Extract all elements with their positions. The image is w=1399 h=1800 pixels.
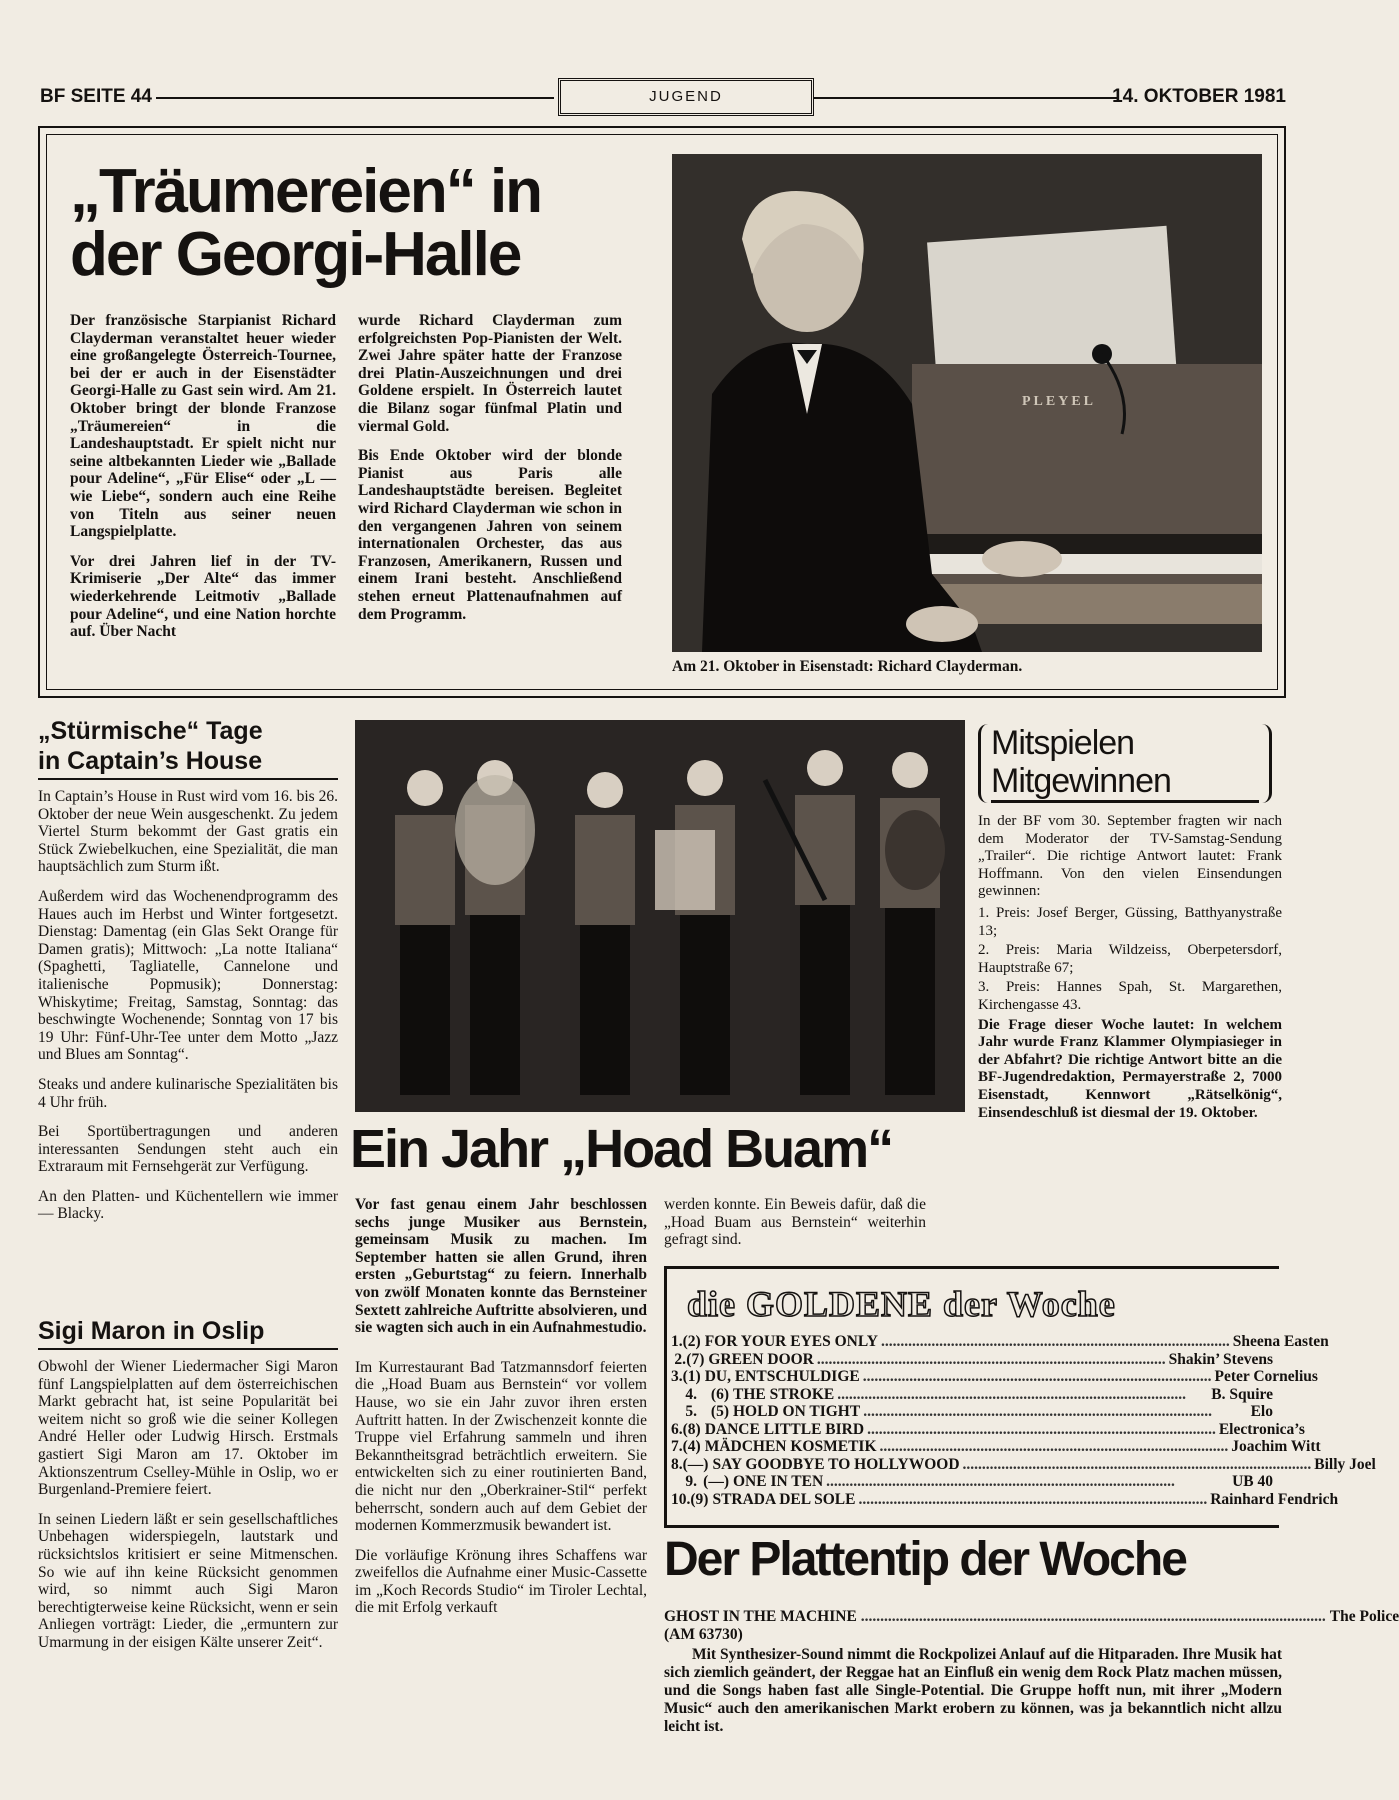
chart-entry bbox=[671, 1420, 1305, 1439]
chart-artist: Peter Cornelius bbox=[1214, 1368, 1318, 1385]
chart-entry bbox=[671, 1386, 1273, 1404]
chart-entry bbox=[671, 1438, 1321, 1456]
chart-song-title: MÄDCHEN KOSMETIK bbox=[704, 1438, 877, 1455]
chart-song-title: GREEN DOOR bbox=[708, 1350, 814, 1368]
paragraph: An den Platten- und Küchentellern wie immer — Blacky. bbox=[38, 1187, 338, 1223]
chart-previous-rank: (—) bbox=[682, 1455, 709, 1473]
paragraph: Bis Ende Oktober wird der blonde Pianist aus Paris alle Landeshauptstädte bereisen. Begleitet wird Richard Clayderman wie schon in den vergangenen Jahren von seinem internationalen Orchester, das aus Franzosen, Amerikanern, Russen und einem Irani besteht. Anschließend stehen erneut Plattenaufnahmen auf dem Programm. bbox=[358, 447, 622, 623]
paragraph: In Captain’s House in Rust wird vom 16. bis 26. Oktober der neue Wein ausgeschenkt. Zu jedem Viertel Sturm bekommt der Gast gratis ein Stück Zwiebelkuchen, eine Spezialität, die man hauptsächlich zum Sturm ißt. bbox=[38, 788, 338, 876]
hoad-buam-column-1 bbox=[355, 1196, 647, 1629]
chart-previous-rank: (1) bbox=[682, 1368, 701, 1385]
chart-artist: B. Squire bbox=[1211, 1385, 1273, 1403]
chart-previous-rank: (8) bbox=[682, 1420, 701, 1438]
chart-song-title: DU, ENTSCHULDIGE bbox=[704, 1368, 860, 1385]
clayderman-column-1 bbox=[70, 312, 336, 653]
contest-title-1: Mitspielen bbox=[991, 724, 1135, 762]
chart-entry bbox=[671, 1455, 1376, 1474]
paragraph: werden konnte. Ein Beweis dafür, daß die „Hoad Buam aus Bernstein“ weiterhin gefragt sind. bbox=[664, 1196, 926, 1249]
contest-section bbox=[978, 724, 1282, 1134]
leader-dots: .......................................................................................... bbox=[962, 1455, 1312, 1473]
chart-artist: Elo bbox=[1250, 1403, 1273, 1420]
contest-question: Die Frage dieser Woche lautet: In welchem Jahr wurde Franz Klammer Olympiasieger in der Abfahrt? Die richtige Antwort bitte an die BF-Jugendredaktion, Permayerstraße 2, 7000 Eisenstadt, Kennwort „Rätselkönig“, Einsendeschluß ist diesmal der 19. Oktober. bbox=[978, 1016, 1282, 1121]
contest-body bbox=[978, 813, 1282, 1122]
chart-song-title: DANCE LITTLE BIRD bbox=[704, 1420, 865, 1438]
chart-song-title: SAY GOODBYE TO HOLLYWOOD bbox=[712, 1455, 960, 1473]
section-label: JUGEND bbox=[558, 78, 814, 116]
chart-artist: Sheena Easten bbox=[1232, 1333, 1329, 1350]
hoad-buam-column-2 bbox=[664, 1196, 926, 1261]
chart-artist: Electronica’s bbox=[1218, 1420, 1305, 1438]
photo-caption: Am 21. Oktober in Eisenstadt: Richard Clayderman. bbox=[672, 658, 1023, 675]
album-catalog: (AM 63730) bbox=[664, 1626, 743, 1643]
chart-entry bbox=[671, 1351, 1273, 1369]
sigi-maron-body bbox=[38, 1358, 338, 1652]
paragraph: Außerdem wird das Wochenendprogramm des Haues auch im Herbst und Winter fortgesetzt. Dienstag: Damentag (ein Glas Sekt Orange für Damen gratis); Mittwoch: „La notte Italiana“ (Spaghetti, Tagliatelle, Cannelone und italienische Popmusik); Donnerstag: Whiskytime; Freitag, Samstag, Sonntag: das beschwingte Wochenende; Sonntag von 17 bis 19 Uhr: Fünf-Uhr-Tee unter dem Motto „Jazz und Blues am Sonntag“. bbox=[38, 887, 338, 1064]
leader-dots: .......................................................................................... bbox=[880, 1333, 1230, 1350]
chart-song-title: FOR YOUR EYES ONLY bbox=[704, 1333, 878, 1350]
paragraph: wurde Richard Clayderman zum erfolgreichsten Pop-Pianisten der Welt. Zwei Jahre später hatte der Franzose drei Platin-Auszeichnungen und drei Goldene erspielt. In Österreich lautet die Bilanz sogar fünfmal Platin und viermal Gold. bbox=[358, 312, 622, 435]
paragraph: Bei Sportübertragungen und anderen interessanten Sendungen steht auch ein Extraraum mit Fernsehgerät zur Verfügung. bbox=[38, 1123, 338, 1176]
chart-artist: Joachim Witt bbox=[1231, 1438, 1321, 1455]
chart-song-title: HOLD ON TIGHT bbox=[733, 1403, 861, 1420]
chart-previous-rank: (9) bbox=[690, 1490, 709, 1508]
clayderman-headline bbox=[70, 157, 610, 290]
album-title: GHOST IN THE MACHINE bbox=[664, 1608, 857, 1625]
chart-entry bbox=[671, 1490, 1339, 1509]
chart-song-title: THE STROKE bbox=[733, 1385, 835, 1403]
album-line bbox=[664, 1608, 1399, 1626]
header-rule-left bbox=[156, 97, 554, 99]
chart-rank: 10. bbox=[671, 1490, 691, 1508]
chart-previous-rank: (7) bbox=[686, 1350, 705, 1368]
page-header bbox=[36, 78, 1286, 114]
leader-dots: .......................................................................................... bbox=[867, 1420, 1216, 1438]
chart-rank: 7. bbox=[671, 1438, 683, 1455]
headline-line-1: „Träumereien“ in bbox=[70, 157, 542, 226]
plattentip-text: Mit Synthesizer-Sound nimmt die Rockpolizei Anlauf auf die Hitparaden. Ihre Musik hat sich ziemlich geändert, der Reggae hat an Einfluß ein wenig dem Rock Platz machen müssen, und die Songs haben fast alle Single-Potential. Die Gruppe hofft nun, mit ihrer „Modern Music“ auch den amerikanischen Markt erobern zu können, was ja bekanntlich nicht allzu leicht ist. bbox=[664, 1646, 1282, 1735]
chart-previous-rank: (—) bbox=[703, 1473, 729, 1490]
plattentip-body bbox=[664, 1608, 1399, 1736]
album-artist: The Police bbox=[1329, 1608, 1399, 1625]
chart-rank: 5. bbox=[685, 1403, 697, 1420]
leader-dots: .......................................................................................... bbox=[837, 1385, 1186, 1403]
paragraph: Die vorläufige Krönung ihres Schaffens war zweifellos die Aufnahme einer Music-Cassette im „Koch Records Studio“ im Tiroler Lechtal, die mit Erfolg verkauft bbox=[355, 1546, 647, 1617]
title-underline bbox=[38, 1348, 338, 1350]
leader-dots: .......................................................................................... bbox=[863, 1403, 1212, 1420]
sigi-maron-article bbox=[38, 1316, 338, 1664]
paragraph: 2. Preis: Maria Wildzeiss, Oberpetersdorf, Hauptstraße 67; bbox=[978, 942, 1282, 976]
chart-previous-rank: (6) bbox=[710, 1385, 729, 1403]
lead-paragraph: Vor fast genau einem Jahr beschlossen sechs junge Musiker aus Bernstein, gemeinsam Musik zu machen. Im September hatten sie allen Grund, ihren ersten „Geburtstag“ zu feiern. Innerhalb von zwölf Monaten konnte das Bernsteiner Sextett zahlreiche Auftritte absolvieren, und sie wagten sich auch in ein Aufnahmestudio. bbox=[355, 1196, 647, 1337]
pianist-illustration bbox=[672, 154, 1262, 652]
chart-rank: 9. bbox=[685, 1473, 697, 1490]
chart-entry bbox=[671, 1403, 1273, 1421]
issue-date: 14. OKTOBER 1981 bbox=[1112, 86, 1286, 107]
paragraph: Vor drei Jahren lief in der TV-Krimiserie „Der Alte“ das immer wiederkehrende Leitmotiv „Ballade pour Adeline“, und eine Nation horchte auf. Über Nacht bbox=[70, 552, 336, 641]
contest-title-box bbox=[978, 724, 1272, 803]
band-illustration bbox=[355, 720, 965, 1112]
chart-entry bbox=[671, 1473, 1273, 1491]
leader-dots: .......................................................................................... bbox=[862, 1368, 1212, 1385]
chart-artist: Billy Joel bbox=[1314, 1455, 1376, 1473]
chart-rank: 6. bbox=[671, 1420, 683, 1438]
clayderman-photo bbox=[672, 154, 1262, 652]
captains-house-title-2: in Captain’s House bbox=[38, 747, 263, 775]
hoad-buam-headline: Ein Jahr „Hoad Buam“ bbox=[350, 1119, 893, 1179]
leader-dots: ........................................................................................................................ bbox=[860, 1608, 1326, 1625]
paragraph: Steaks und andere kulinarische Spezialitäten bis 4 Uhr früh. bbox=[38, 1075, 338, 1111]
sigi-maron-title: Sigi Maron in Oslip bbox=[38, 1317, 265, 1345]
captains-house-article bbox=[38, 716, 338, 1235]
paragraph: Im Kurrestaurant Bad Tatzmannsdorf feierten die „Hoad Buam aus Bernstein“ vor vollem Hause, wo sie ein Jahr zuvor ihren ersten Auftritt hatten. In der Zwischenzeit konnte die Truppe viel Erfahrung sammeln und ihren Bekanntheitsgrad beträchtlich erweitern. Sie entwickelten sich zu einer routinierten Band, die nicht nur den „Oberkrainer-Stil“ perfekt beherrscht, sondern auch auf dem Gebiet der modernen Kommerzmusik bewandert ist. bbox=[355, 1358, 647, 1535]
paragraph: In der BF vom 30. September fragten wir nach dem Moderator der TV-Samstag-Sendung „Trailer“. Die richtige Antwort lautet: Frank Hoffmann. Von den vielen Einsendungen gewinnen: bbox=[978, 813, 1282, 900]
charts-box bbox=[664, 1266, 1376, 1528]
leader-dots: .......................................................................................... bbox=[826, 1473, 1175, 1490]
chart-artist: UB 40 bbox=[1232, 1473, 1273, 1490]
chart-rank: 4. bbox=[685, 1385, 697, 1403]
paragraph: Der französische Starpianist Richard Clayderman veranstaltet heuer wieder eine großangelegte Österreich-Tournee, bei der er auch in der Eisenstädter Georgi-Halle zu Gast sein wird. Am 21. Oktober bringt der blonde Franzose „Träumereien“ in die Landeshauptstadt. Er spielt nicht nur seine altbekannten Lieder wie „Ballade pour Adeline“, „Für Elise“ oder „L — wie Liebe“, sondern auch eine Reihe von Titeln aus seiner neuen Langspielplatte. bbox=[70, 312, 336, 541]
charts-title: die GOLDENE der Woche bbox=[687, 1284, 1116, 1324]
piano-brand-label: PLEYEL bbox=[1022, 394, 1097, 409]
chart-entry bbox=[671, 1333, 1329, 1351]
contest-title-2: Mitgewinnen bbox=[991, 762, 1259, 803]
paragraph: In seinen Liedern läßt er sein gesellschaftliches Unbehagen widerspiegeln, lautstark und rücksichtslos kritisiert er seine Mitmenschen. So wie auf ihn keine Rücksicht genommen wird, so nimmt auch Sigi Maron berechtigterweise keine Rücksicht, wenn er sein Anliegen vorträgt: Lieder, die „ermuntern zur Umarmung in der eisigen Kälte unserer Zeit“. bbox=[38, 1510, 338, 1651]
paragraph: Obwohl der Wiener Liedermacher Sigi Maron fünf Langspielplatten auf dem österreichischen Markt gebracht hat, ist seine Popularität bei weitem nicht so groß wie die seiner Kollegen André Heller oder Ludwig Hirsch. Erstmals gastiert Sigi Maron am 17. Oktober im Aktionszentrum Cselley-Mühle in Oslip, wo er Burgenland-Premiere feiert. bbox=[38, 1358, 338, 1499]
chart-entry bbox=[671, 1368, 1318, 1386]
header-rule-right bbox=[814, 97, 1118, 99]
chart-previous-rank: (5) bbox=[710, 1403, 729, 1420]
captains-house-body bbox=[38, 788, 338, 1223]
paragraph: 3. Preis: Hannes Spah, St. Margarethen, Kirchengasse 43. bbox=[978, 979, 1282, 1013]
chart-artist: Rainhard Fendrich bbox=[1210, 1490, 1339, 1508]
chart-previous-rank: (2) bbox=[682, 1333, 701, 1350]
chart-song-title: ONE IN TEN bbox=[733, 1473, 824, 1490]
page-number: BF SEITE 44 bbox=[40, 86, 152, 107]
chart-rank: 1. bbox=[671, 1333, 683, 1350]
leader-dots: .......................................................................................... bbox=[879, 1438, 1229, 1455]
charts-list bbox=[671, 1333, 1376, 1508]
captains-house-title-1: „Stürmische“ Tage bbox=[38, 717, 263, 745]
chart-rank: 2. bbox=[674, 1350, 686, 1368]
chart-song-title: STRADA DEL SOLE bbox=[712, 1490, 856, 1508]
paragraph: 1. Preis: Josef Berger, Güssing, Batthyanystraße 13; bbox=[978, 904, 1282, 939]
chart-rank: 3. bbox=[671, 1368, 683, 1385]
leader-dots: .......................................................................................... bbox=[816, 1350, 1166, 1368]
plattentip-headline: Der Plattentip der Woche bbox=[664, 1533, 1186, 1586]
clayderman-article-box bbox=[38, 126, 1286, 698]
title-underline bbox=[38, 778, 338, 780]
leader-dots: .......................................................................................... bbox=[858, 1490, 1208, 1508]
headline-line-2: der Georgi-Halle bbox=[70, 220, 521, 290]
clayderman-column-2 bbox=[358, 312, 622, 635]
chart-rank: 8. bbox=[671, 1455, 683, 1473]
chart-previous-rank: (4) bbox=[682, 1438, 701, 1455]
chart-artist: Shakin’ Stevens bbox=[1168, 1350, 1273, 1368]
hoad-buam-photo bbox=[355, 720, 965, 1112]
